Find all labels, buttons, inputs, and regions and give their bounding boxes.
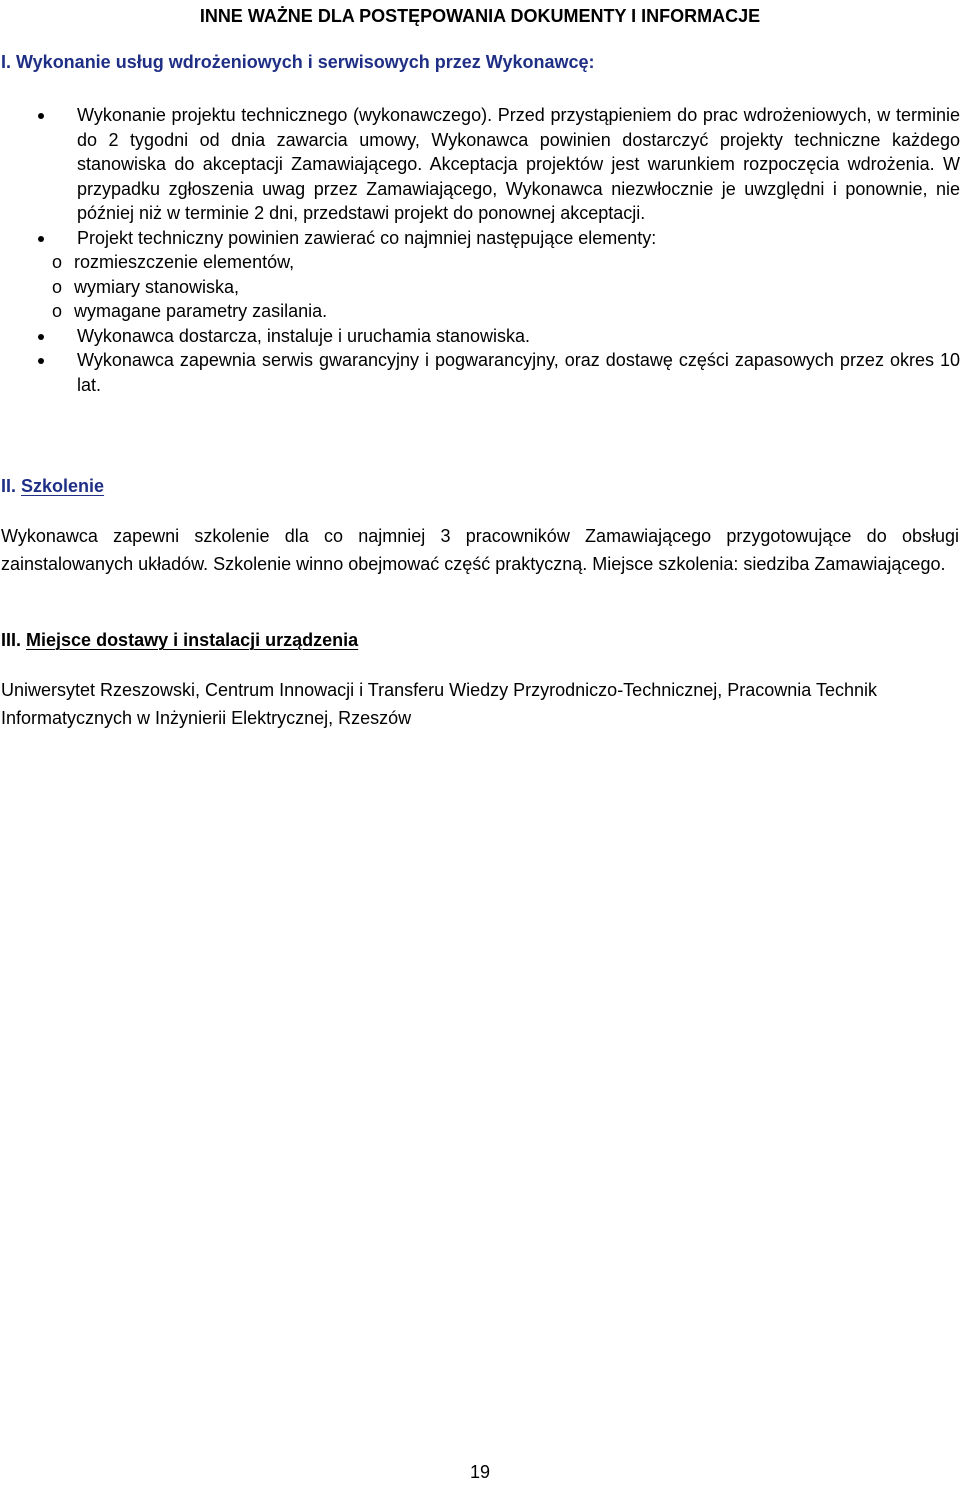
list-item [0,103,960,226]
section-3-title: Miejsce dostawy i instalacji urządzenia [26,630,359,650]
page-number: 19 [469,1462,491,1482]
document-title: INNE WAŻNE DLA POSTĘPOWANIA DOKUMENTY I INFORMACJE [199,6,761,26]
list-item-text: Wykonawca dostarcza, instaluje i uruchamia stanowiska. [77,325,531,346]
sublist-item-text: wymagane parametry zasilania. [74,301,328,321]
delivery-location-paragraph: Uniwersytet Rzeszowski, Centrum Innowacji i Transferu Wiedzy Przyrodniczo-Technicznej, Pracownia Technik Informatycznych w Inżynierii Elektrycznej, Rzeszów [1,680,877,728]
list-item-text: Wykonawca zapewnia serwis gwarancyjny i pogwarancyjny, oraz dostawę części zapasowych przez okres 10 lat. [77,350,960,395]
section-2-heading [1,474,104,498]
sublist-item [0,275,960,300]
project-elements-sublist [51,250,960,324]
bullet-icon [38,334,44,340]
sublist-item-text: wymiary stanowiska, [74,276,240,297]
bullet-icon [38,113,44,119]
requirements-list [0,103,960,397]
circle-bullet-icon: o [51,276,62,297]
sublist-item [0,299,960,324]
section-1-heading: I. Wykonanie usług wdrożeniowych i serwisowych przez Wykonawcę: [1,52,595,72]
section-2-title: Szkolenie [21,476,105,496]
bullet-icon [38,358,44,364]
circle-bullet-icon: o [51,301,62,321]
circle-bullet-icon: o [51,252,62,272]
section-3-number: III. [1,630,22,650]
bullet-icon [38,236,44,242]
list-item-text: Projekt techniczny powinien zawierać co najmniej następujące elementy: [77,227,657,248]
list-item [0,324,960,349]
training-paragraph: Wykonawca zapewni szkolenie dla co najmniej 3 pracowników Zamawiającego przygotowujące do obsługi zainstalowanych układów. Szkolenie winno obejmować część praktyczną. Miejsce szkolenia: siedziba Zamawiającego. [1,526,959,574]
section-2-number: II. [1,476,17,496]
list-item [0,226,960,324]
list-item [0,348,960,397]
section-3-heading [1,628,358,652]
sublist-item-text: rozmieszczenie elementów, [74,252,295,272]
sublist-item [0,250,960,275]
list-item-text: Wykonanie projektu technicznego (wykonawczego). Przed przystąpieniem do prac wdrożeniowych, w terminie do 2 tygodni od dnia zawarcia umowy, Wykonawca powinien dostarczyć projekty techniczne każdego stanowiska do akceptacji Zamawiającego. Akceptacja projektów jest warunkiem rozpoczęcia wdrożenia. W przypadku zgłoszenia uwag przez Zamawiającego, Wykonawca niezwłocznie je uwzględni i ponownie, nie później niż w terminie 2 dni, przedstawi projekt do ponownej akceptacji. [77,105,960,223]
